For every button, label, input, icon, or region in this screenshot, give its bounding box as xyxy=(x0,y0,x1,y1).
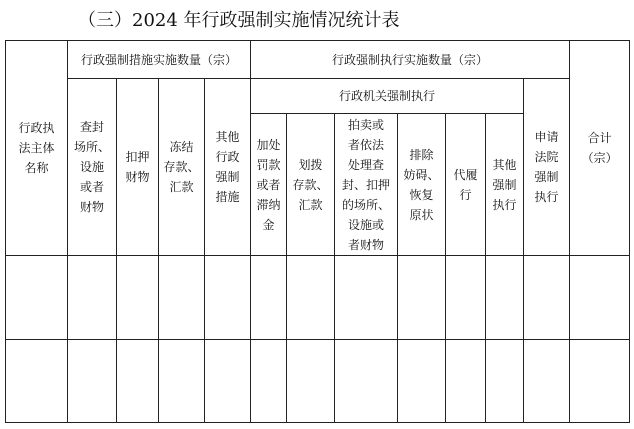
table-cell xyxy=(398,256,446,340)
header-transfer-deposits: 划拨 存款、 汇款 xyxy=(287,114,335,256)
header-court-execution: 申请 法院 强制 执行 xyxy=(524,79,570,256)
header-admin-execution-group: 行政机关强制执行 xyxy=(251,79,524,114)
header-measures-group: 行政强制措施实施数量（宗） xyxy=(68,41,251,79)
table-cell xyxy=(6,340,68,423)
table-cell xyxy=(398,340,446,423)
table-cell xyxy=(287,256,335,340)
header-freeze-deposits: 冻结 存款、 汇款 xyxy=(159,79,205,256)
header-auction-property: 拍卖或 者依法 处理查 封、扣押 的场所、 设施或 者财物 xyxy=(335,114,398,256)
table-cell xyxy=(251,256,287,340)
header-surcharge-fine: 加处 罚款 或者 滞纳 金 xyxy=(251,114,287,256)
table-cell xyxy=(287,340,335,423)
header-execution-group: 行政强制执行实施数量（宗） xyxy=(251,41,570,79)
table-cell xyxy=(570,256,630,340)
enforcement-statistics-table xyxy=(5,40,630,423)
header-total: 合计 （宗） xyxy=(570,41,630,256)
table-cell xyxy=(205,340,251,423)
table-cell xyxy=(159,256,205,340)
table-cell xyxy=(486,256,524,340)
table-cell xyxy=(159,340,205,423)
table-cell xyxy=(570,340,630,423)
table-cell xyxy=(205,256,251,340)
table-cell xyxy=(335,340,398,423)
header-other-measures: 其他 行政 强制 措施 xyxy=(205,79,251,256)
table-cell xyxy=(446,256,486,340)
table-cell xyxy=(6,256,68,340)
header-seal-venues: 查封 场所、 设施 或者 财物 xyxy=(68,79,117,256)
table-cell xyxy=(68,340,117,423)
table-cell xyxy=(486,340,524,423)
table-row xyxy=(6,340,630,423)
header-other-execution: 其他 强制 执行 xyxy=(486,114,524,256)
header-remove-obstruction: 排除 妨碍、 恢复 原状 xyxy=(398,114,446,256)
table-cell xyxy=(68,256,117,340)
table-title: （三）2024 年行政强制实施情况统计表 xyxy=(78,10,400,31)
table-cell xyxy=(117,340,159,423)
header-substitute-performance: 代履 行 xyxy=(446,114,486,256)
table-cell xyxy=(117,256,159,340)
table-cell xyxy=(446,340,486,423)
table-cell xyxy=(524,256,570,340)
table-cell xyxy=(524,340,570,423)
header-subject-name: 行政执 法主体 名称 xyxy=(6,41,68,256)
table-cell xyxy=(335,256,398,340)
table-row xyxy=(6,256,630,340)
header-seize-property: 扣押 财物 xyxy=(117,79,159,256)
table-cell xyxy=(251,340,287,423)
